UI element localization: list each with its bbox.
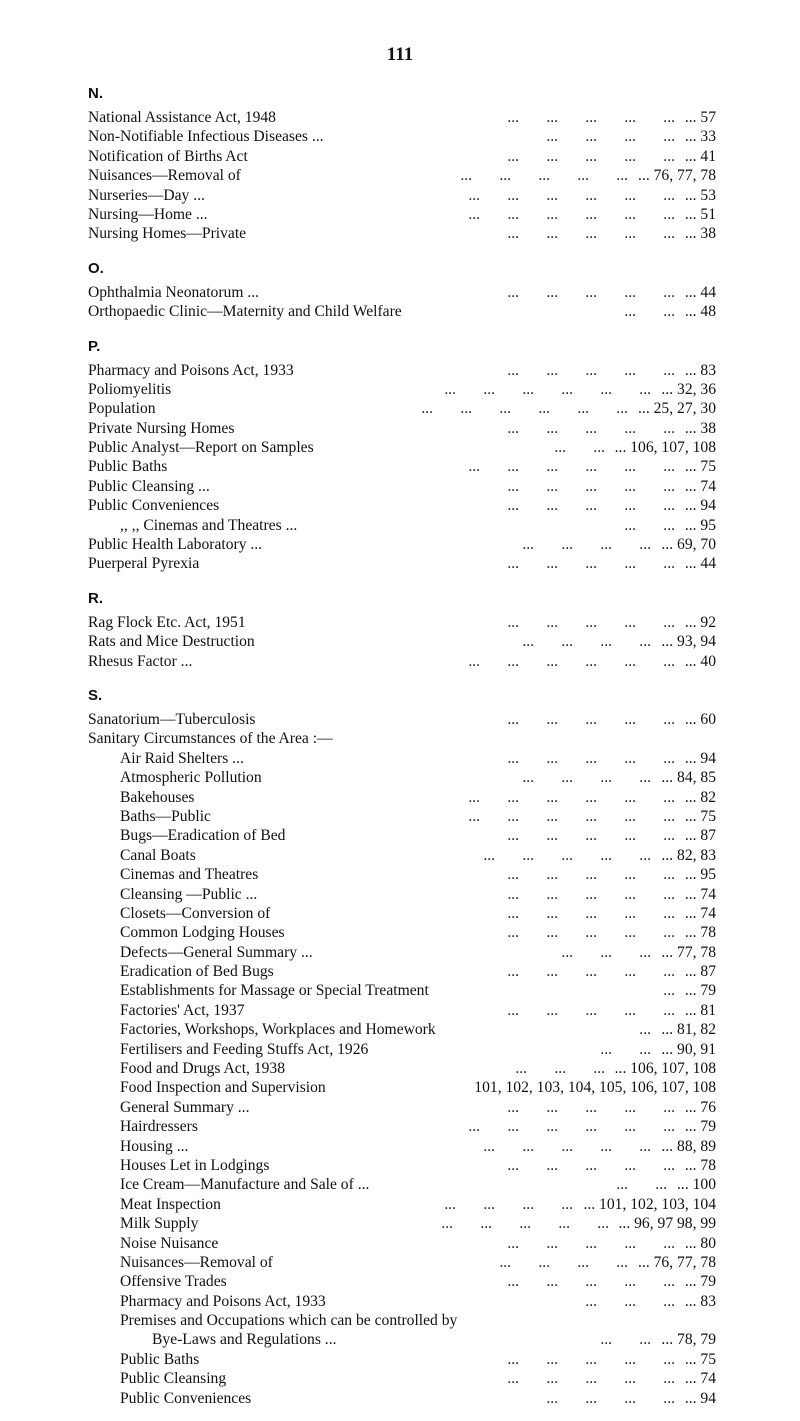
entry-term: Houses Let in Lodgings: [120, 1156, 270, 1174]
entry-term: Sanatorium—Tuberculosis: [88, 710, 256, 728]
entry-term: Sanitary Circumstances of the Area :—: [88, 730, 333, 748]
index-entry: [88, 1078, 716, 1097]
index-entry: [88, 613, 716, 632]
dot-leader: ... ...: [616, 1176, 667, 1194]
index-entry: [88, 457, 716, 476]
entry-pages: ... 69, 70: [661, 536, 716, 554]
entry-term: Hairdressers: [120, 1118, 198, 1136]
entry-term: Bakehouses: [120, 788, 195, 806]
dot-leader: ... ... ... ... ...: [507, 283, 675, 301]
index-entry: [88, 1098, 716, 1117]
index-entry: [88, 1253, 716, 1272]
entry-term: General Summary ...: [120, 1098, 250, 1116]
index-entry: [88, 516, 716, 535]
dot-leader: ... ... ... ... ...: [507, 1001, 675, 1019]
entry-term: Offensive Trades: [120, 1273, 227, 1291]
entry-term: Cleansing —Public ...: [120, 885, 258, 903]
entry-pages: ... 87: [684, 963, 716, 981]
index-entry: [88, 477, 716, 496]
entry-pages: ... 96, 97 98, 99: [618, 1215, 716, 1233]
dot-leader: ... ... ... ... ...: [507, 1273, 675, 1291]
index-entry: [88, 380, 716, 399]
entry-term: ,, ,, Cinemas and Theatres ...: [120, 516, 298, 534]
entry-pages: ... 74: [684, 904, 716, 922]
index-list: [88, 82, 716, 1421]
index-entry: [88, 302, 716, 321]
entry-term: Pharmacy and Poisons Act, 1933: [120, 1292, 326, 1310]
dot-leader: ... ... ... ... ... ...: [468, 788, 675, 806]
entry-pages: ... 82, 83: [661, 846, 716, 864]
section-letter: P.: [88, 337, 101, 355]
entry-pages: ... 53: [684, 186, 716, 204]
entry-pages: ... 74: [684, 885, 716, 903]
index-entry: [88, 826, 716, 845]
entry-term: Nuisances—Removal of: [120, 1253, 273, 1271]
dot-leader: ... ... ... ... ...: [507, 1098, 675, 1116]
entry-term: Food Inspection and Supervision: [120, 1079, 326, 1097]
index-section: [88, 684, 716, 1408]
entry-term: Ophthalmia Neonatorum ...: [88, 283, 260, 301]
dot-leader: ...: [639, 1021, 651, 1039]
entry-term: Nursing—Home ...: [88, 205, 208, 223]
entry-pages: ... 101, 102, 103, 104: [583, 1195, 716, 1213]
dot-leader: ... ... ... ... ...: [483, 1137, 651, 1155]
index-entry: [88, 885, 716, 904]
dot-leader: ... ... ... ... ...: [507, 497, 675, 515]
entry-pages: ... 88, 89: [661, 1137, 716, 1155]
index-entry: [88, 943, 716, 962]
index-entry: [88, 1214, 716, 1233]
page-number: 111: [386, 44, 414, 65]
index-entry: [88, 1350, 716, 1369]
entry-term: Factories, Workshops, Workplaces and Homework: [120, 1021, 436, 1039]
dot-leader: ... ... ... ... ...: [507, 613, 675, 631]
entry-term: Nurseries—Day ...: [88, 186, 205, 204]
entry-term: Cinemas and Theatres: [120, 866, 259, 884]
index-entry: [88, 807, 716, 826]
dot-leader: ... ... ... ... ... ...: [468, 807, 675, 825]
index-entry: [88, 419, 716, 438]
entry-term: Bye-Laws and Regulations ...: [152, 1331, 337, 1349]
index-entry: [88, 1137, 716, 1156]
section-letter: O.: [88, 259, 104, 277]
index-entry: [88, 768, 716, 787]
section-letter: N.: [88, 85, 103, 102]
dot-leader: ... ... ... ... ...: [507, 109, 675, 126]
dot-leader: ... ... ... ... ... ...: [468, 652, 675, 670]
entry-term: Nursing Homes—Private: [88, 225, 247, 243]
index-entry: [88, 710, 716, 729]
index-entry: [88, 1175, 716, 1194]
dot-leader: ... ... ... ... ...: [507, 885, 675, 903]
index-entry: [88, 224, 716, 243]
entry-term: Notification of Births Act: [88, 147, 248, 165]
entry-term: Ice Cream—Manufacture and Sale of ...: [120, 1176, 370, 1194]
entry-pages: ... 51: [684, 205, 716, 223]
index-entry: [88, 1001, 716, 1020]
entry-pages: ... 79: [684, 1273, 716, 1291]
entry-pages: ... 90, 91: [661, 1040, 716, 1058]
entry-pages: 101, 102, 103, 104, 105, 106, 107, 108: [474, 1079, 716, 1097]
section-letter: S.: [88, 686, 103, 704]
dot-leader: ... ... ...: [585, 1292, 675, 1310]
dot-leader: ... ... ... ...: [546, 128, 675, 146]
index-entry: [88, 205, 716, 224]
index-entry: [88, 361, 716, 380]
dot-leader: ... ... ... ... ... ...: [468, 186, 675, 204]
index-entry: [88, 147, 716, 166]
entry-pages: ... 32, 36: [661, 380, 716, 398]
dot-leader: ... ... ... ... ...: [507, 1156, 675, 1174]
dot-leader: ... ... ... ...: [522, 769, 651, 787]
dot-leader: ... ... ... ... ... ...: [468, 458, 675, 476]
entry-term: Orthopaedic Clinic—Maternity and Child Welfare: [88, 303, 402, 321]
entry-pages: ... 76, 77, 78: [638, 1253, 716, 1271]
entry-pages: ... 78: [684, 924, 716, 942]
entry-pages: ... 83: [684, 1292, 716, 1310]
entry-pages: ... 77, 78: [661, 943, 716, 961]
dot-leader: ... ... ... ...: [522, 633, 651, 651]
entry-term: National Assistance Act, 1948: [88, 109, 276, 126]
dot-leader: ... ... ... ... ...: [507, 1350, 675, 1368]
index-entry: [88, 962, 716, 981]
entry-pages: ... 106, 107, 108: [614, 439, 716, 457]
index-entry: [88, 1311, 716, 1330]
dot-leader: ... ... ... ... ... ...: [468, 205, 675, 223]
entry-term: Eradication of Bed Bugs: [120, 963, 274, 981]
entry-term: Public Analyst—Report on Samples: [88, 439, 314, 457]
entry-term: Milk Supply: [120, 1215, 199, 1233]
entry-pages: ... 83: [684, 361, 716, 379]
entry-term: Atmospheric Pollution: [120, 769, 262, 787]
entry-pages: ... 78, 79: [661, 1331, 716, 1349]
entry-pages: ... 81: [684, 1001, 716, 1019]
index-entry: [88, 127, 716, 146]
entry-pages: ... 78: [684, 1156, 716, 1174]
dot-leader: ... ... ... ... ...: [507, 225, 675, 243]
dot-leader: ... ... ... ... ...: [507, 904, 675, 922]
entry-pages: ... 38: [684, 225, 716, 243]
entry-term: Public Cleansing: [120, 1370, 227, 1388]
index-entry: [88, 1330, 716, 1349]
entry-pages: ... 94: [684, 497, 716, 515]
entry-pages: ... 44: [684, 555, 716, 573]
dot-leader: ... ... ... ... ...: [507, 749, 675, 767]
index-section: [88, 587, 716, 671]
entry-term: Poliomyelitis: [88, 380, 172, 398]
dot-leader: ... ...: [600, 1331, 651, 1349]
entry-pages: ... 94: [684, 749, 716, 767]
entry-term: Nuisances—Removal of: [88, 167, 241, 185]
index-entry: [88, 108, 716, 127]
entry-term: Public Conveniences: [88, 497, 220, 515]
index-entry: [88, 1117, 716, 1136]
index-entry: [88, 749, 716, 768]
dot-leader: ... ... ... ...: [546, 1389, 675, 1407]
entry-term: Food and Drugs Act, 1938: [120, 1060, 286, 1078]
entry-term: Public Conveniences: [120, 1389, 252, 1407]
dot-leader: ... ...: [600, 1040, 651, 1058]
dot-leader: ... ... ... ... ... ...: [444, 380, 651, 398]
index-entry: [88, 1195, 716, 1214]
entry-pages: ... 95: [684, 866, 716, 884]
entry-term: Defects—General Summary ...: [120, 943, 313, 961]
dot-leader: ... ... ... ... ...: [483, 846, 651, 864]
index-entry: [88, 438, 716, 457]
index-entry: [88, 496, 716, 515]
entry-pages: ... 106, 107, 108: [614, 1060, 716, 1078]
entry-term: Public Baths: [88, 458, 168, 476]
entry-pages: ... 87: [684, 827, 716, 845]
entry-term: Canal Boats: [120, 846, 196, 864]
dot-leader: ... ... ... ... ...: [507, 866, 675, 884]
entry-term: Premises and Occupations which can be controlled by: [120, 1312, 458, 1330]
dot-leader: ... ... ... ... ...: [507, 419, 675, 437]
dot-leader: ... ... ... ... ...: [507, 1370, 675, 1388]
dot-leader: ... ... ...: [515, 1060, 605, 1078]
dot-leader: ...: [663, 982, 675, 1000]
dot-leader: ... ...: [624, 516, 675, 534]
entry-term: Noise Nuisance: [120, 1234, 219, 1252]
entry-pages: ... 84, 85: [661, 769, 716, 787]
entry-pages: ... 80: [684, 1234, 716, 1252]
entry-term: Puerperal Pyrexia: [88, 555, 200, 573]
dot-leader: ... ... ... ... ...: [507, 477, 675, 495]
entry-term: Bugs—Eradication of Bed: [120, 827, 286, 845]
entry-pages: ... 57: [684, 109, 716, 126]
entry-term: Closets—Conversion of: [120, 904, 271, 922]
index-entry: [88, 1272, 716, 1291]
entry-pages: ... 79: [684, 1118, 716, 1136]
index-entry: [88, 981, 716, 1000]
entry-pages: ... 40: [684, 652, 716, 670]
index-entry: [88, 729, 716, 748]
dot-leader: ... ... ... ... ...: [441, 1215, 609, 1233]
dot-leader: ... ... ... ... ...: [507, 147, 675, 165]
dot-leader: ... ... ... ... ... ...: [421, 400, 628, 418]
entry-term: Rhesus Factor ...: [88, 652, 193, 670]
index-entry: [88, 846, 716, 865]
entry-pages: ... 60: [684, 710, 716, 728]
index-entry: [88, 904, 716, 923]
entry-pages: ... 95: [684, 516, 716, 534]
entry-pages: ... 82: [684, 788, 716, 806]
index-entry: [88, 1389, 716, 1408]
entry-term: Public Health Laboratory ...: [88, 536, 263, 554]
index-entry: [88, 1292, 716, 1311]
entry-term: Public Baths: [120, 1350, 200, 1368]
index-entry: [88, 166, 716, 185]
index-entry: [88, 1020, 716, 1039]
entry-pages: ... 74: [684, 477, 716, 495]
dot-leader: ... ... ... ... ...: [507, 361, 675, 379]
entry-pages: ... 93, 94: [661, 633, 716, 651]
dot-leader: ... ... ... ... ...: [507, 924, 675, 942]
dot-leader: ... ... ... ...: [522, 536, 651, 554]
index-section: [88, 335, 716, 574]
entry-term: Rats and Mice Destruction: [88, 633, 255, 651]
entry-term: Factories' Act, 1937: [120, 1001, 245, 1019]
index-entry: [88, 652, 716, 671]
index-section: [88, 82, 716, 244]
dot-leader: ... ... ... ... ...: [507, 710, 675, 728]
dot-leader: ... ... ... ... ...: [507, 1234, 675, 1252]
index-entry: [88, 923, 716, 942]
entry-term: Baths—Public: [120, 807, 211, 825]
entry-pages: ... 76: [684, 1098, 716, 1116]
entry-pages: ... 75: [684, 1350, 716, 1368]
index-entry: [88, 399, 716, 418]
entry-term: Population: [88, 400, 156, 418]
index-entry: [88, 788, 716, 807]
entry-pages: ... 94: [684, 1389, 716, 1407]
entry-pages: ... 41: [684, 147, 716, 165]
dot-leader: ... ... ... ...: [499, 1253, 628, 1271]
dot-leader: ... ... ... ...: [444, 1195, 573, 1213]
entry-pages: ... 38: [684, 419, 716, 437]
entry-pages: ... 44: [684, 283, 716, 301]
entry-term: Private Nursing Homes: [88, 419, 235, 437]
dot-leader: ... ... ... ... ...: [460, 167, 628, 185]
entry-pages: ... 81, 82: [661, 1021, 716, 1039]
entry-term: Non-Notifiable Infectious Diseases ...: [88, 128, 324, 146]
section-letter: R.: [88, 589, 103, 607]
entry-pages: ... 79: [684, 982, 716, 1000]
index-entry: [88, 283, 716, 302]
entry-pages: ... 92: [684, 613, 716, 631]
entry-term: Establishments for Massage or Special Treatment: [120, 982, 429, 1000]
entry-term: Rag Flock Etc. Act, 1951: [88, 613, 246, 631]
index-entry: [88, 632, 716, 651]
index-entry: [88, 1156, 716, 1175]
entry-pages: ... 48: [684, 303, 716, 321]
entry-term: Public Cleansing ...: [88, 477, 210, 495]
entry-pages: ... 74: [684, 1370, 716, 1388]
entry-pages: ... 75: [684, 807, 716, 825]
entry-pages: ... 33: [684, 128, 716, 146]
entry-pages: ... 25, 27, 30: [638, 400, 716, 418]
index-entry: [88, 1040, 716, 1059]
index-entry: [88, 865, 716, 884]
entry-term: Housing ...: [120, 1137, 189, 1155]
index-entry: [88, 535, 716, 554]
entry-pages: ... 76, 77, 78: [638, 167, 716, 185]
entry-pages: ... 75: [684, 458, 716, 476]
entry-pages: ... 100: [677, 1176, 716, 1194]
index-section: [88, 257, 716, 322]
entry-term: Pharmacy and Poisons Act, 1933: [88, 361, 294, 379]
entry-term: Air Raid Shelters ...: [120, 749, 244, 767]
dot-leader: ... ... ... ... ... ...: [468, 1118, 675, 1136]
entry-term: Common Lodging Houses: [120, 924, 285, 942]
index-entry: [88, 1059, 716, 1078]
index-entry: [88, 1369, 716, 1388]
entry-term: Meat Inspection: [120, 1195, 221, 1213]
entry-term: Fertilisers and Feeding Stuffs Act, 1926: [120, 1040, 369, 1058]
index-entry: [88, 554, 716, 573]
index-entry: [88, 186, 716, 205]
dot-leader: ... ... ...: [561, 943, 651, 961]
dot-leader: ... ...: [554, 439, 605, 457]
dot-leader: ... ...: [624, 303, 675, 321]
index-entry: [88, 1234, 716, 1253]
dot-leader: ... ... ... ... ...: [507, 963, 675, 981]
dot-leader: ... ... ... ... ...: [507, 827, 675, 845]
dot-leader: ... ... ... ... ...: [507, 555, 675, 573]
